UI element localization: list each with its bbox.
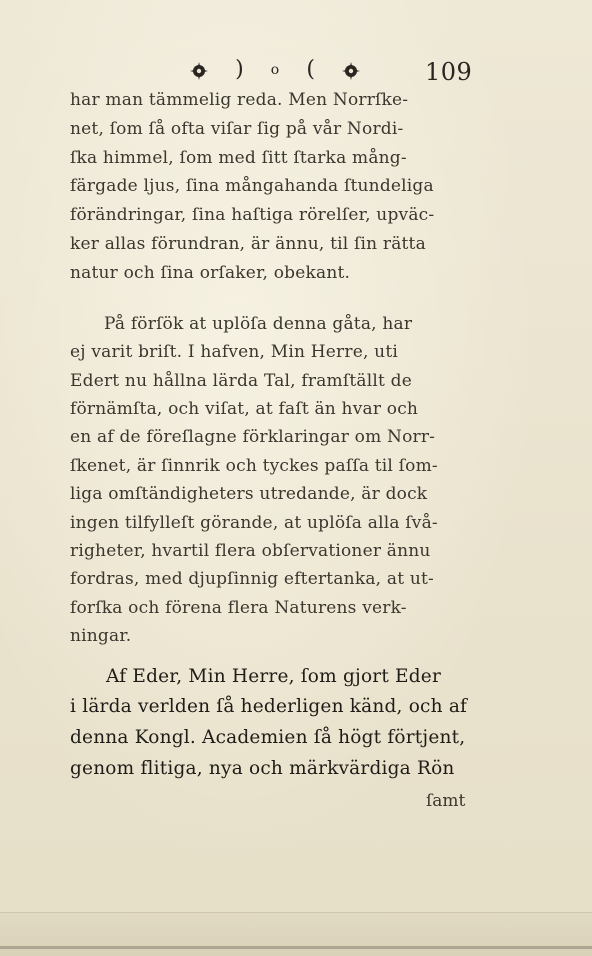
ornament-right-paren: ( <box>306 57 315 82</box>
ornament-star-icon <box>190 61 208 79</box>
ornament-center: o <box>270 62 280 78</box>
text-line: en af de föreſlagne förklaringar om Norr- <box>70 427 436 447</box>
head-ornament <box>190 58 360 82</box>
text-line: färgade ljus, ſina mångahanda ſtundeliga <box>70 176 434 196</box>
page-bottom-margin <box>0 912 592 956</box>
text-line: forſka och förena flera Naturens verk- <box>70 598 407 618</box>
text-line: ningar. <box>70 626 132 646</box>
ornament-star-icon <box>342 61 360 79</box>
text-line: har man tämmelig reda. Men Norrſke- <box>70 90 409 110</box>
text-line: i lärda verlden ſå hederligen känd, och af <box>70 696 468 717</box>
text-line: förnämſta, och viſat, at faſt än hvar och <box>70 399 419 419</box>
running-head <box>0 50 592 90</box>
page-number: 109 <box>425 58 473 86</box>
text-line: natur och ſina orſaker, obekant. <box>70 263 351 283</box>
ornament-left-paren: ) <box>235 57 244 82</box>
text-line: förändringar, ſina haſtiga rörelſer, upväc- <box>70 205 435 225</box>
text-line: liga omſtändigheters utredande, är dock <box>70 484 428 504</box>
text-line: ingen tilfylleſt görande, at uplöſa alla ſvå- <box>70 513 438 533</box>
text-line: ej varit briſt. I hafven, Min Herre, uti <box>70 342 398 362</box>
page-edge-line <box>0 946 592 949</box>
text-line: genom flitiga, nya och märkvärdiga Rön <box>70 758 455 779</box>
text-line: net, ſom ſå ofta viſar ſig på vår Nordi- <box>70 119 404 139</box>
text-line: fordras, med djupſinnig eftertanka, at ut- <box>70 569 434 589</box>
text-line: Af Eder, Min Herre, ſom gjort Eder <box>106 666 441 687</box>
text-line: denna Kongl. Academien ſå högt förtjent, <box>70 727 466 748</box>
text-line: ſka himmel, ſom med ſitt ſtarka mång- <box>70 148 407 168</box>
text-line: ker allas förundran, är ännu, til ſin rätta <box>70 234 426 254</box>
catchword: ſamt <box>426 791 466 811</box>
text-line: righeter, hvartil flera obſervationer ännu <box>70 541 431 561</box>
text-line: På förſök at uplöſa denna gåta, har <box>104 314 413 334</box>
text-line: ſkenet, är ſinnrik och tyckes paſſa til ſom- <box>70 456 438 476</box>
text-line: Edert nu hållna lärda Tal, framſtällt de <box>70 371 412 391</box>
